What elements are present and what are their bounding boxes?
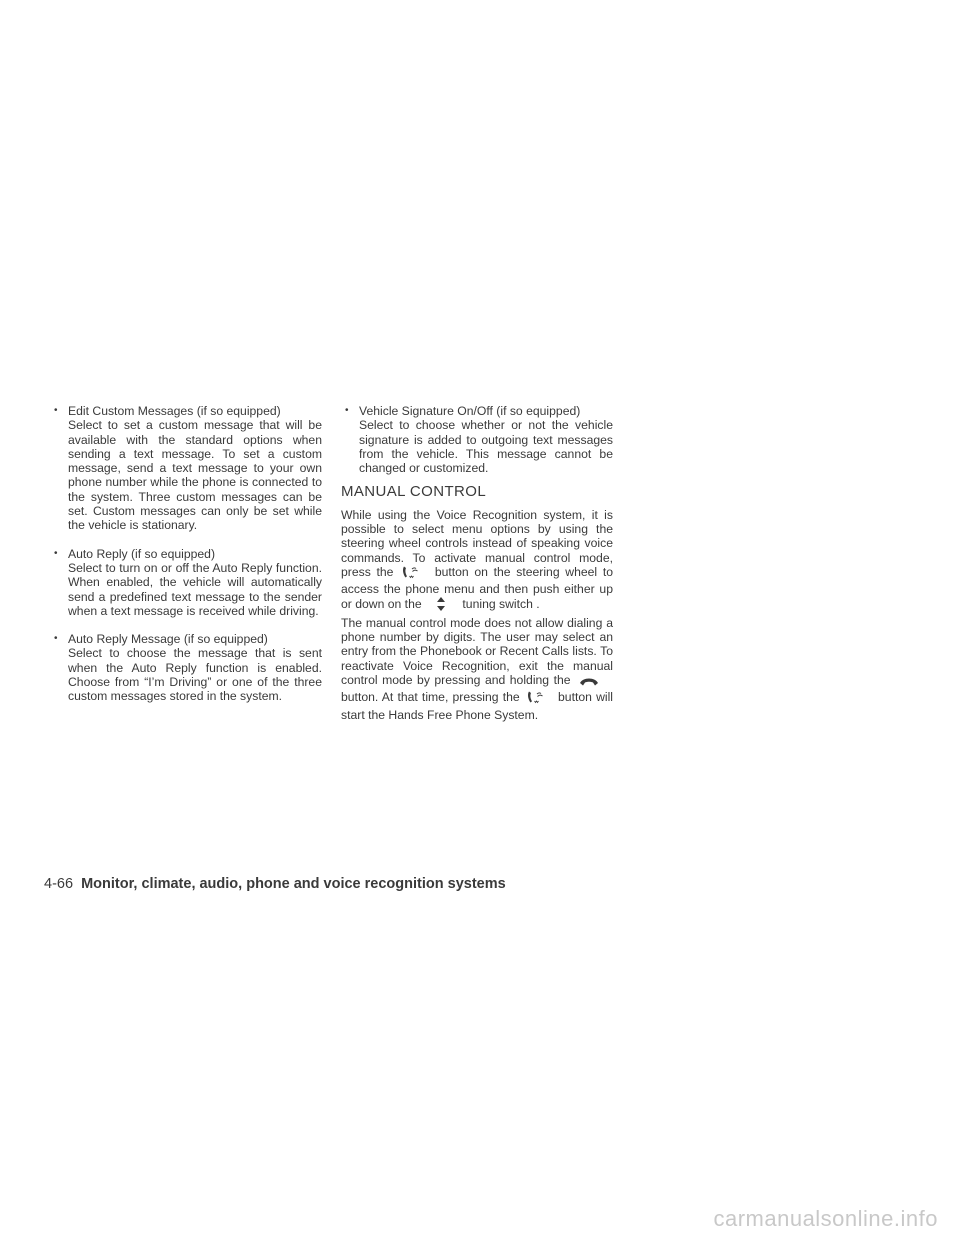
item-title: • Auto Reply Message (if so equipped) [68, 632, 268, 647]
item-body: Select to choose the message that is sent when the Auto Reply function is enabled. Choose from “I’m Driving” or one of the three custom messages stored in the system. [68, 646, 322, 704]
watermark: carmanualsonline.info [713, 1206, 938, 1231]
phone-voice-icon [401, 565, 419, 582]
list-item [50, 547, 322, 618]
section-heading: MANUAL CONTROL [341, 483, 487, 501]
list-item [50, 632, 322, 703]
left-column [50, 404, 322, 718]
item-title: • Edit Custom Messages (if so equipped) [68, 404, 281, 418]
phone-hangup-icon [579, 676, 599, 690]
page-footer [44, 876, 506, 892]
list-item [341, 404, 613, 475]
paragraph-text: button will start the Hands Free Phone System. [341, 690, 614, 722]
right-column [341, 404, 613, 724]
paragraph [341, 616, 613, 722]
paragraph-text: button. At that time, pressing the [341, 690, 520, 705]
item-body: Select to set a custom message that will be available with the standard options when sending a text message. To set a custom message, send a text message to your own phone number while the phone is connected to the system. Three custom messages can be set. Custom messages can only be set while the vehicle is stationary. [68, 418, 322, 533]
page-number: 4-66 [44, 876, 74, 892]
paragraph-text: button on the steering wheel to access the phone menu and then push either up or down on the [341, 564, 613, 611]
up-down-arrow-icon [437, 597, 445, 614]
item-body: Select to turn on or off the Auto Reply function. When enabled, the vehicle will automatically send a predefined text message to the sender when a text message is received while driving. [68, 560, 322, 618]
paragraph-text: The manual control mode does not allow dialing a phone number by digits. The user may select an entry from the Phonebook or Recent Calls lists. To reactivate Voice Recognition, exit the manual control mode by pressing and holding the [341, 615, 613, 688]
paragraph [341, 508, 613, 614]
item-title: • Vehicle Signature On/Off (if so equipped) [359, 404, 581, 418]
paragraph-text: While using the Voice Recognition system, it is possible to select menu options by using the steering wheel controls instead of speaking voice commands. To activate manual control mode, press the [341, 507, 613, 579]
paragraph-text: tuning switch . [462, 596, 540, 611]
item-title: • Auto Reply (if so equipped) [68, 546, 216, 561]
item-body: Select to choose whether or not the vehicle signature is added to outgoing text messages from the vehicle. This message cannot be changed or customized. [359, 418, 613, 476]
chapter-title: Monitor, climate, audio, phone and voice recognition systems [81, 876, 506, 892]
phone-voice-icon [526, 690, 544, 707]
list-item [50, 404, 322, 533]
